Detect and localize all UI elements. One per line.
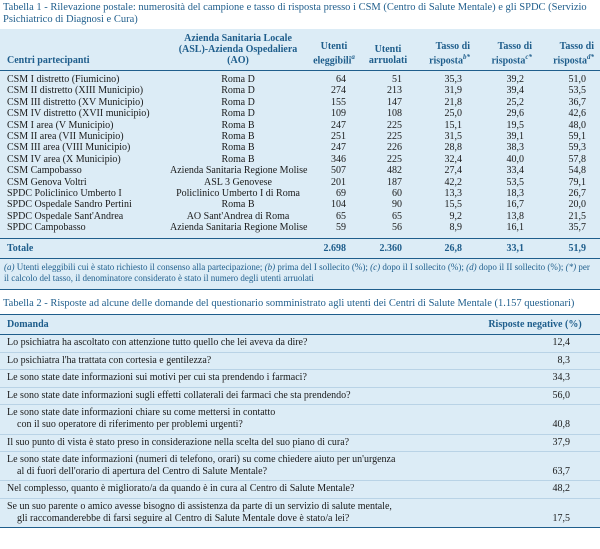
cell-tasso-c: 39,1 <box>506 131 524 143</box>
table1-row <box>0 222 600 238</box>
cell-asl: Azienda Sanitaria Regione Molise <box>170 222 308 234</box>
cell-asl: Roma D <box>221 108 255 120</box>
table2-row <box>0 370 600 388</box>
answer-value: 40,8 <box>470 405 600 434</box>
table2-row <box>0 352 600 370</box>
cell-asl: Roma B <box>221 153 255 165</box>
table2-caption: Tabella 2 - Risposte ad alcune delle domande del questionario somministrato agli utenti dei Centri di Salute Mentale (1.157 questionari) <box>3 298 575 310</box>
total-tasso-c: 33,1 <box>476 238 538 258</box>
cell-tasso-b: 32,4 <box>444 153 462 165</box>
total-arruolati: 2.360 <box>360 238 416 258</box>
cell-tasso-d: 59,3 <box>568 142 586 154</box>
table2 <box>0 314 600 528</box>
table1-body <box>0 71 600 239</box>
question-line: Le sono state date informazioni sui motivi per cui sta prendendo i farmaci? <box>7 372 307 384</box>
header-asl: Azienda Sanitaria Locale (ASL)-Azienda Ospedaliera (AO) <box>168 29 308 71</box>
table2-row <box>0 499 600 528</box>
cell-arruolati: 147 <box>387 96 402 108</box>
cell-tasso-b: 13,3 <box>444 188 462 200</box>
answer-value: 56,0 <box>470 387 600 405</box>
cell-tasso-d: 53,5 <box>568 85 586 97</box>
cell-tasso-d: 20,0 <box>568 199 586 211</box>
header-arruolati: Utenti arruolati <box>360 29 416 71</box>
table1-total-row <box>0 238 600 258</box>
cell-tasso-b: 35,3 <box>444 74 462 85</box>
cell-eleggibili: 247 <box>331 142 346 154</box>
header-centri: Centri partecipanti <box>0 29 168 71</box>
question-cell <box>0 335 470 353</box>
cell-arruolati: 187 <box>387 176 402 188</box>
cell-tasso-d: 36,7 <box>568 96 586 108</box>
cell-tasso-c: 33,4 <box>506 165 524 177</box>
cell-centro: CSM IV area (X Municipio) <box>7 153 121 165</box>
cell-centro: CSM Campobasso <box>7 165 82 177</box>
cell-tasso-d: 57,8 <box>568 153 586 165</box>
note-d-text: dopo il II sollecito (%); <box>476 262 566 273</box>
cell-eleggibili: 507 <box>331 165 346 177</box>
cell-tasso-d: 79,1 <box>568 176 586 188</box>
cell-eleggibili: 69 <box>336 188 346 200</box>
cell-asl: Roma D <box>221 96 255 108</box>
cell-centro: SPDC Ospedale Sandro Pertini <box>7 199 132 211</box>
question-line: gli raccomanderebbe di farsi seguire al Centro di Salute Mentale dove è stato/a lei? <box>17 512 350 524</box>
answer-value: 63,7 <box>470 452 600 481</box>
cell-eleggibili: 247 <box>331 119 346 131</box>
cell-centro: SPDC Policlinico Umberto I <box>7 188 122 200</box>
question-cell <box>0 405 470 434</box>
cell-tasso-d: 42,6 <box>568 108 586 120</box>
header-domanda: Domanda <box>0 315 470 335</box>
note-a-text: Utenti eleggibili cui è stato richiesto il consenso alla partecipazione; <box>14 262 265 273</box>
cell-eleggibili: 109 <box>331 108 346 120</box>
cell-tasso-d: 48,0 <box>568 119 586 131</box>
table1-row <box>0 85 600 96</box>
answer-value: 8,3 <box>470 352 600 370</box>
cell-tasso-c: 38,3 <box>506 142 524 154</box>
cell-tasso-c: 29,6 <box>506 108 524 120</box>
table1-row <box>0 120 600 131</box>
cell-eleggibili: 155 <box>331 96 346 108</box>
cell-tasso-c: 16,7 <box>506 199 524 211</box>
table2-body <box>0 335 600 528</box>
cell-centro: CSM I distretto (Fiumicino) <box>7 74 120 85</box>
cell-tasso-c: 18,3 <box>506 188 524 200</box>
cell-tasso-d: 54,8 <box>568 165 586 177</box>
total-tasso-b: 26,8 <box>416 238 476 258</box>
cell-asl: Roma B <box>221 199 255 211</box>
question-line: Le sono state date informazioni sugli effetti collaterali dei farmaci che sta prendendo? <box>7 389 351 401</box>
table1-row <box>0 211 600 222</box>
question-line: Lo psichiatra l'ha trattata con cortesia e gentilezza? <box>7 354 212 366</box>
cell-eleggibili: 251 <box>331 131 346 143</box>
cell-tasso-b: 21,8 <box>444 96 462 108</box>
cell-arruolati: 225 <box>387 119 402 131</box>
cell-tasso-b: 28,8 <box>444 142 462 154</box>
cell-arruolati: 225 <box>387 131 402 143</box>
question-cell <box>0 370 470 388</box>
table1-notes <box>0 259 600 290</box>
question-cell <box>0 434 470 452</box>
cell-tasso-c: 39,4 <box>506 85 524 97</box>
note-a-mark: (a) <box>4 262 15 273</box>
table1-row <box>0 142 600 153</box>
cell-eleggibili: 346 <box>331 153 346 165</box>
table1-row <box>0 131 600 142</box>
total-asl <box>168 238 308 258</box>
table2-row <box>0 405 600 434</box>
total-tasso-d: 51,9 <box>538 238 600 258</box>
table1-row <box>0 97 600 108</box>
table1-row <box>0 165 600 176</box>
question-line: Il suo punto di vista è stato preso in considerazione nella scelta del suo piano di cura? <box>7 436 350 448</box>
cell-asl: Policlinico Umberto I di Roma <box>176 188 300 200</box>
answer-value: 17,5 <box>470 499 600 528</box>
total-label: Totale <box>0 238 168 258</box>
cell-centro: SPDC Campobasso <box>7 222 86 234</box>
cell-tasso-d: 26,7 <box>568 188 586 200</box>
cell-arruolati: 65 <box>392 210 402 222</box>
cell-centro: SPDC Ospedale Sant'Andrea <box>7 210 124 222</box>
cell-arruolati: 60 <box>392 188 402 200</box>
question-cell <box>0 352 470 370</box>
cell-tasso-c: 19,5 <box>506 119 524 131</box>
cell-tasso-b: 31,9 <box>444 85 462 97</box>
header-eleggibili: Utenti eleggibili$^a$ <box>308 29 360 71</box>
cell-tasso-b: 8,9 <box>449 222 462 234</box>
cell-asl: AO Sant'Andrea di Roma <box>186 210 290 222</box>
table2-row <box>0 335 600 353</box>
note-c-mark: (c) <box>370 262 381 273</box>
cell-arruolati: 213 <box>387 85 402 97</box>
table2-row <box>0 387 600 405</box>
cell-tasso-b: 27,4 <box>444 165 462 177</box>
cell-centro: CSM IV distretto (XVII municipio) <box>7 108 150 120</box>
cell-eleggibili: 104 <box>331 199 346 211</box>
question-line: al di fuori dell'orario di apertura del Centro di Salute Mentale? <box>17 465 268 477</box>
cell-arruolati: 482 <box>387 165 402 177</box>
header-risposte: Risposte negative (%) <box>470 315 600 335</box>
answer-value: 37,9 <box>470 434 600 452</box>
cell-asl: Roma B <box>221 131 255 143</box>
answer-value: 34,3 <box>470 370 600 388</box>
table1 <box>0 29 600 259</box>
table1-row <box>0 71 600 86</box>
question-line: con il suo operatore di riferimento per problemi urgenti? <box>17 419 243 431</box>
question-line: Nel complesso, quanto è migliorato/a da quando è in cura al Centro di Salute Mentale? <box>7 483 355 495</box>
question-line: Le sono state date informazioni (numeri di telefono, orari) su come chiedere aiuto per un'urgenza <box>7 454 396 466</box>
table2-header-row <box>0 315 600 335</box>
cell-tasso-d: 21,5 <box>568 210 586 222</box>
question-line: Lo psichiatra ha ascoltato con attenzione tutto quello che lei aveva da dire? <box>7 337 308 349</box>
header-tasso-d: Tasso di risposta$^{d*}$ <box>538 29 600 71</box>
table2-row <box>0 452 600 481</box>
cell-tasso-b: 9,2 <box>449 210 462 222</box>
cell-arruolati: 226 <box>387 142 402 154</box>
cell-centro: CSM II distretto (XIII Municipio) <box>7 85 144 97</box>
cell-centro: CSM II area (VII Municipio) <box>7 131 124 143</box>
cell-centro: CSM III area (VIII Municipio) <box>7 142 131 154</box>
cell-eleggibili: 59 <box>336 222 346 234</box>
cell-eleggibili: 201 <box>331 176 346 188</box>
header-tasso-b: Tasso di risposta$^{b*}$ <box>416 29 476 71</box>
cell-tasso-d: 59,1 <box>568 131 586 143</box>
cell-tasso-c: 39,2 <box>506 74 524 85</box>
note-star-text: per il calcolo del tasso, il denominatore considerato è stato il numero degli utenti arruolati <box>4 262 590 284</box>
cell-asl: ASL 3 Genovese <box>204 176 272 188</box>
cell-tasso-b: 15,5 <box>444 199 462 211</box>
table1-header-row <box>0 29 600 71</box>
note-c-text: dopo il I sollecito (%); <box>380 262 467 273</box>
cell-centro: CSM I area (V Municipio) <box>7 119 114 131</box>
table2-row <box>0 434 600 452</box>
header-tasso-c: Tasso di risposta$^{c*}$ <box>476 29 538 71</box>
answer-value: 12,4 <box>470 335 600 353</box>
table1-row <box>0 108 600 119</box>
cell-tasso-d: 35,7 <box>568 222 586 234</box>
cell-arruolati: 90 <box>392 199 402 211</box>
cell-tasso-b: 15,1 <box>444 119 462 131</box>
table2-row <box>0 481 600 499</box>
note-b-mark: (b) <box>264 262 276 273</box>
cell-eleggibili: 274 <box>331 85 346 97</box>
cell-arruolati: 56 <box>392 222 402 234</box>
table1-caption: Tabella 1 - Rilevazione postale: numerosità del campione e tasso di risposta presso i CSM (Centro di Salute Mentale) e gli SPDC (Servizio Psichiatrico di Diagnosi e Cura) <box>3 2 587 25</box>
table1-row <box>0 154 600 165</box>
cell-centro: CSM Genova Voltri <box>7 176 87 188</box>
cell-eleggibili: 64 <box>336 74 346 85</box>
cell-tasso-c: 16,1 <box>506 222 524 234</box>
question-line: Le sono state date informazioni chiare su come mettersi in contatto <box>7 407 276 419</box>
total-eleggibili: 2.698 <box>308 238 360 258</box>
cell-tasso-c: 25,2 <box>506 96 524 108</box>
note-b-text: prima del I sollecito (%); <box>275 262 371 273</box>
answer-value: 48,2 <box>470 481 600 499</box>
cell-centro: CSM III distretto (XV Municipio) <box>7 96 144 108</box>
cell-tasso-b: 25,0 <box>444 108 462 120</box>
question-cell <box>0 481 470 499</box>
table1-row <box>0 177 600 188</box>
table1-row <box>0 199 600 210</box>
question-line: Se un suo parente o amico avesse bisogno di assistenza da parte di un servizio di salute mentale, <box>7 501 392 513</box>
cell-asl: Roma B <box>221 119 255 131</box>
cell-eleggibili: 65 <box>336 210 346 222</box>
table1-row <box>0 188 600 199</box>
cell-tasso-c: 13,8 <box>506 210 524 222</box>
cell-arruolati: 51 <box>392 74 402 85</box>
cell-tasso-d: 51,0 <box>568 74 586 85</box>
cell-arruolati: 108 <box>387 108 402 120</box>
cell-asl: Roma D <box>221 85 255 97</box>
question-cell <box>0 499 470 528</box>
cell-asl: Roma B <box>221 142 255 154</box>
cell-arruolati: 225 <box>387 153 402 165</box>
cell-asl: Azienda Sanitaria Regione Molise <box>170 165 308 177</box>
question-cell <box>0 387 470 405</box>
cell-tasso-b: 31,5 <box>444 131 462 143</box>
cell-tasso-b: 42,2 <box>444 176 462 188</box>
question-cell <box>0 452 470 481</box>
cell-tasso-c: 40,0 <box>506 153 524 165</box>
cell-asl: Roma D <box>221 74 255 85</box>
note-star-mark: (*) <box>565 262 577 273</box>
cell-tasso-c: 53,5 <box>506 176 524 188</box>
note-d-mark: (d) <box>466 262 477 273</box>
